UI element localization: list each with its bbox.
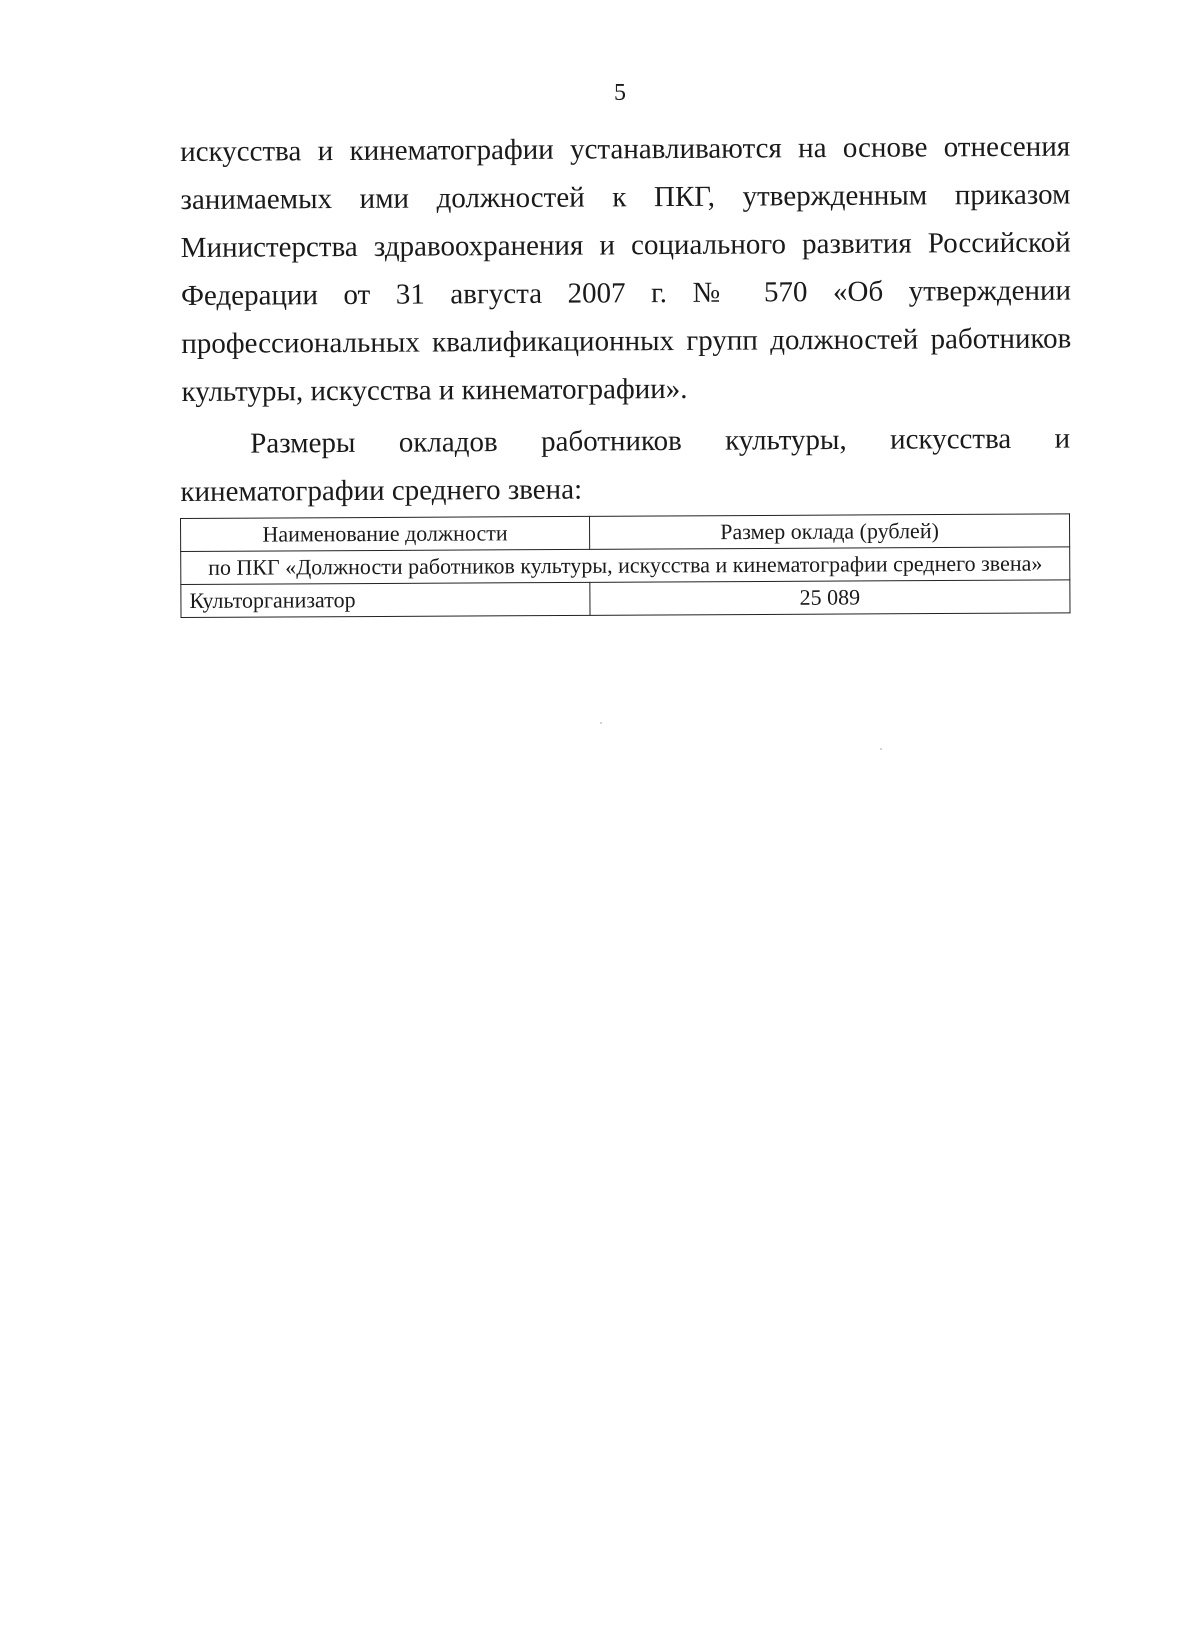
page-number: 5 (614, 80, 626, 106)
scan-speck (600, 722, 602, 724)
group-title: по ПКГ «Должности работников культуры, искусства и кинематографии среднего звена» (181, 547, 1070, 585)
position-cell: Культорганизатор (181, 582, 590, 617)
table-row (181, 580, 1070, 618)
salary-cell: 25 089 (590, 580, 1070, 616)
paragraph-continuation: искусства и кинематографии устанавливаются на основе отнесения занимаемых ими должностей к ПКГ, утвержденным приказом Министерства здравоохранения и социального развития Российской Федерации от 31 августа 2007 г. № 570 «Об утверждении профессиональных квалификационных групп должностей работников культуры, искусства и кинематографии». (180, 130, 1072, 408)
salary-table (180, 513, 1071, 618)
header-position: Наименование должности (181, 516, 590, 551)
header-salary: Размер оклада (рублей) (589, 514, 1069, 550)
table-header-row (181, 514, 1070, 552)
table-group-row (181, 547, 1070, 585)
scan-speck (880, 748, 882, 750)
paragraph-salary-intro: Размеры окладов работников культуры, искусства и кинематографии среднего звена: (180, 422, 1071, 508)
